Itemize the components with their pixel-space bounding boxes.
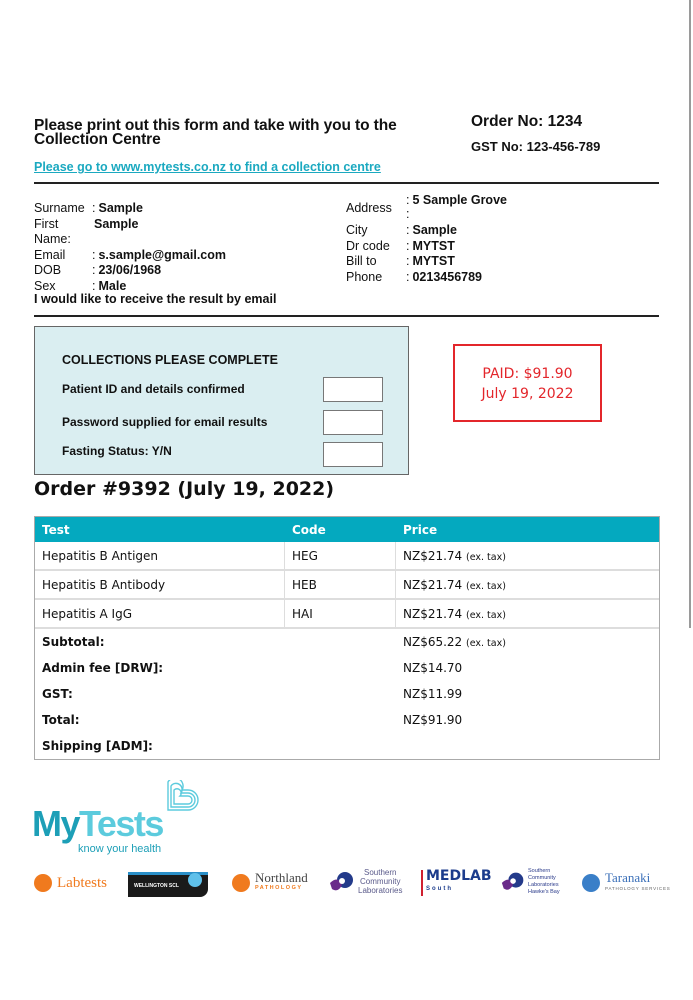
page-edge-scrollbar: [689, 0, 691, 628]
table-header: [35, 517, 659, 542]
phone-value: 0213456789: [412, 269, 483, 284]
tagline: know your health: [78, 843, 162, 855]
labtests-logo: Labtests: [34, 874, 107, 892]
order-heading: Order #9392 (July 19, 2022): [34, 478, 335, 500]
first-name-value: Sample: [94, 216, 139, 231]
first-name-row: First Name: Sample: [34, 216, 139, 246]
order-table: [34, 516, 660, 760]
sex-row: Sex : Male: [34, 278, 127, 293]
fasting-status-label: Fasting Status: Y/N: [62, 444, 172, 458]
gst-number: GST No: 123-456-789: [471, 139, 601, 154]
northland-pathology-logo: Northland PATHOLOGY: [232, 872, 308, 894]
dob-value: 23/06/1968: [98, 263, 162, 277]
bill-to-row: Bill to : MYTST: [346, 254, 455, 268]
patient-id-confirmed-box[interactable]: [323, 377, 383, 402]
city-row: City : Sample: [346, 223, 457, 237]
dob-row: DOB : 23/06/1968: [34, 263, 162, 277]
paid-amount: PAID: $91.90: [482, 366, 573, 382]
globe-icon: [188, 873, 202, 887]
admin-fee-row: Admin fee [DRW]: NZ$14.70: [42, 661, 463, 675]
dr-code-row: Dr code : MYTST: [346, 238, 455, 253]
password-supplied-box[interactable]: [323, 410, 383, 435]
form-instructions-title: Please print out this form and take with you to the Collection Centre: [34, 117, 397, 148]
scl-swoosh-icon: [500, 871, 528, 893]
email-row: Email : s.sample@gmail.com: [34, 247, 226, 262]
medlab-south-logo: MEDLAB South: [421, 870, 492, 896]
wellington-scl-logo: WELLINGTON SCL: [128, 872, 208, 897]
southern-community-labs-logo: Southern Community Laboratories: [328, 868, 402, 895]
divider: [34, 315, 659, 317]
paid-stamp: [453, 344, 602, 422]
address-row: Address : 5 Sample Grove :: [346, 193, 507, 221]
gst-row: GST: NZ$11.99: [42, 687, 463, 701]
nz-map-icon: [34, 874, 52, 892]
heart-icon: [164, 780, 204, 816]
column-header-code: Code: [292, 522, 326, 537]
nz-map-icon: [582, 874, 600, 892]
subtotal-row: Subtotal: NZ$65.22 (ex. tax): [35, 627, 659, 655]
phone-row: Phone : 0213456789: [346, 269, 483, 284]
email-preference: I would like to receive the result by email: [34, 292, 277, 306]
partner-logos: [0, 868, 693, 908]
collections-box: [34, 326, 409, 475]
divider: [34, 182, 659, 184]
column-header-price: Price: [403, 522, 438, 537]
address-value: 5 Sample Grove: [412, 193, 507, 207]
city-value: Sample: [412, 223, 457, 237]
mytests-logo: MyTests know your health: [32, 780, 163, 844]
taranaki-pathology-logo: Taranaki PATHOLOGY SERVICES: [582, 872, 671, 894]
nz-map-icon: [232, 874, 250, 892]
table-row: Hepatitis B Antigen HEG NZ$21.74 (ex. tax): [35, 542, 659, 569]
column-header-test: Test: [42, 522, 70, 537]
patient-id-confirmed-label: Patient ID and details confirmed: [62, 382, 245, 396]
table-row: Hepatitis A IgG HAI NZ$21.74 (ex. tax): [35, 598, 659, 627]
password-supplied-label: Password supplied for email results: [62, 415, 268, 429]
scl-swoosh-icon: [328, 871, 358, 893]
order-number: Order No: 1234: [471, 113, 583, 130]
sex-value: Male: [98, 278, 127, 293]
patient-details-right: [346, 193, 507, 285]
patient-details-left: [34, 201, 226, 294]
bill-to-value: MYTST: [412, 254, 455, 268]
shipping-row: Shipping [ADM]:: [42, 739, 153, 753]
southern-community-labs-hawkes-bay-logo: Southern Community Laboratories Hawke's Bay: [500, 868, 560, 896]
surname-value: Sample: [98, 201, 143, 215]
collection-centre-link[interactable]: Please go to www.mytests.co.nz to find a collection centre: [34, 160, 381, 174]
collections-title: COLLECTIONS PLEASE COMPLETE: [62, 353, 278, 367]
paid-date: July 19, 2022: [481, 386, 574, 402]
surname-row: Surname : Sample: [34, 201, 143, 215]
fasting-status-box[interactable]: [323, 442, 383, 467]
table-row: Hepatitis B Antibody HEB NZ$21.74 (ex. tax): [35, 569, 659, 598]
email-value: s.sample@gmail.com: [98, 247, 226, 262]
total-row: Total: NZ$91.90: [42, 713, 463, 727]
dr-code-value: MYTST: [412, 238, 455, 253]
